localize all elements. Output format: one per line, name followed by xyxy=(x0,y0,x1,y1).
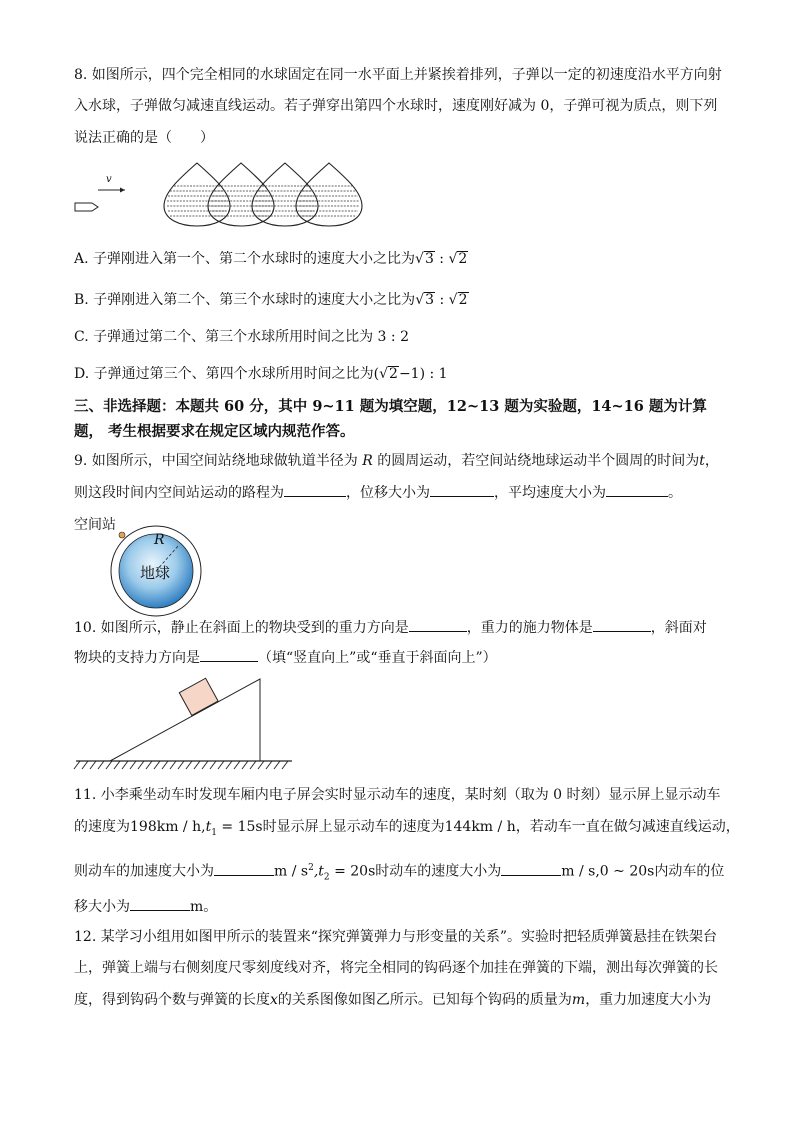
q12-stem-line3: 度，得到钩码个数与弹簧的长度x的关系图像如图乙所示。已知每个钩码的质量为m，重力加速度大小为 xyxy=(74,992,712,1008)
q9-stem-line1: 9. 如图所示，中国空间站绕地球做轨道半径为 R 的圆周运动，若空间站绕地球运动半个圆周的时间为t， xyxy=(74,453,719,469)
q11-stem-line3: 则动车的加速度大小为 $m / s^2,t_2 = 20s$时动车的速度大小为 m / s,0 ~ 20s内动车的位 xyxy=(74,858,724,887)
velocity-label: v xyxy=(106,174,112,185)
section3-heading-line2: 题， 考生根据要求在规定区域内规范作答。 xyxy=(74,423,355,440)
section3-heading-line1: 三、非选择题：本题共 60 分，其中 9~11 题为填空题，12~13 题为实验题，14~16 题为计算 xyxy=(74,398,707,415)
q8-option-a: A. 子弹刚进入第一个、第二个水球时的速度大小之比为√3 : √2 xyxy=(74,251,468,267)
q12-stem-line1: 12. 某学习小组用如图甲所示的装置来“探究弹簧弹力与形变量的关系”。实验时把轻质弹簧悬挂在铁架台 xyxy=(74,929,718,945)
q8-stem-line3: 说法正确的是（ ） xyxy=(74,130,214,146)
q11-stem-line4: 移大小为 m。 xyxy=(74,896,217,917)
answer-blank[interactable] xyxy=(200,647,258,662)
q8-option-c: C. 子弹通过第二个、第三个水球所用时间之比为 3 : 2 xyxy=(74,329,409,345)
answer-blank[interactable] xyxy=(130,896,190,911)
q11-stem-line1: 11. 小李乘坐动车时发现车厢内电子屏会实时显示动车的速度，某时刻（取为 0 时刻）显示屏上显示动车 xyxy=(74,787,721,803)
block xyxy=(179,678,218,715)
q8-option-b: B. 子弹刚进入第二个、第三个水球时的速度大小之比为√3 : √2 xyxy=(74,292,468,308)
answer-blank[interactable] xyxy=(606,482,668,497)
answer-blank[interactable] xyxy=(214,861,274,876)
q11-stem-line2: 的速度为$198km / h,t_1 = 15s$时显示屏上显示动车的速度为144km / h，若动车一直在做匀减速直线运动， xyxy=(74,819,740,838)
q8-option-d: D. 子弹通过第三个、第四个水球所用时间之比为(√2−1) : 1 xyxy=(74,366,448,382)
answer-blank[interactable] xyxy=(284,482,346,497)
answer-blank[interactable] xyxy=(593,617,651,632)
incline-figure xyxy=(74,673,294,773)
ground-hatch xyxy=(74,761,288,769)
water-ball-1 xyxy=(164,163,230,226)
space-station-dot xyxy=(119,532,125,538)
water-ball-4 xyxy=(296,163,362,226)
water-ball-2 xyxy=(208,163,274,226)
q9-stem-line2: 则这段时间内空间站运动的路程为 ，位移大小为 ，平均速度大小为 。 xyxy=(74,482,682,503)
answer-blank[interactable] xyxy=(430,482,494,497)
q10-stem-line2: 物块的支持力方向是 （填“竖直向上”或“垂直于斜面向上”） xyxy=(74,647,497,668)
water-balls-figure xyxy=(70,160,370,230)
station-label: 空间站 xyxy=(74,517,116,533)
q10-stem-line1: 10. 如图所示，静止在斜面上的物块受到的重力方向是 ，重力的施力物体是 ，斜面对 xyxy=(74,617,707,638)
q12-stem-line2: 上，弹簧上端与右侧刻度尺零刻度线对齐，将完全相同的钩码逐个加挂在弹簧的下端，测出每次弹簧的长 xyxy=(74,960,718,976)
answer-blank[interactable] xyxy=(501,861,561,876)
q8-stem-line1: 8. 如图所示，四个完全相同的水球固定在同一水平面上并紧挨着排列，子弹以一定的初速度沿水平方向射 xyxy=(74,67,722,83)
bullet-icon xyxy=(75,203,98,211)
q8-stem-line2: 入水球，子弹做匀减速直线运动。若子弹穿出第四个水球时，速度刚好减为 0，子弹可视为质点，则下列 xyxy=(74,98,718,114)
water-ball-3 xyxy=(252,163,318,226)
radius-label: R xyxy=(154,532,165,548)
earth-label: 地球 xyxy=(140,564,171,582)
answer-blank[interactable] xyxy=(409,617,467,632)
